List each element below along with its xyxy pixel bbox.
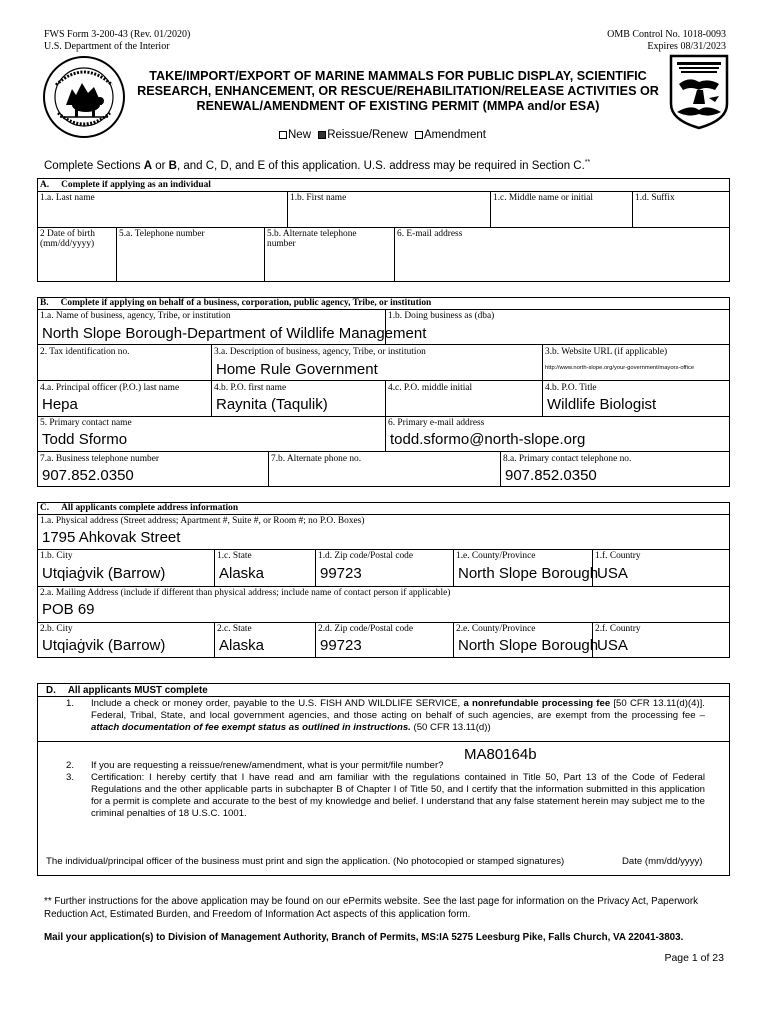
fee-text-bold-italic: attach documentation of fee exempt status as outlined in instructions.	[91, 722, 411, 733]
po-title-field[interactable]: Wildlife Biologist	[547, 396, 657, 413]
fee-text-a: Include a check or money order, payable to the U.S. FISH AND WILDLIFE SERVICE,	[91, 698, 464, 709]
new-label: New	[288, 129, 312, 141]
reissue-label: Reissue/Renew	[327, 129, 408, 141]
fee-text-c: (50 CFR 13.11(d))	[410, 722, 491, 733]
last-name-label: 1.a. Last name	[40, 193, 95, 203]
fish-and-wildlife-logo-icon	[669, 54, 729, 130]
section-a-divider	[37, 191, 730, 192]
permit-number-question: If you are requesting a reissue/renew/amendment, what is your permit/file number?	[91, 760, 444, 771]
section-a-title: Complete if applying as an individual	[61, 180, 211, 190]
section-a-col-divider-4	[116, 227, 117, 282]
mailing-address-field[interactable]: POB 69	[42, 601, 95, 618]
section-b-divider	[37, 309, 730, 310]
section-c-row1-divider	[37, 549, 730, 550]
section-d-letter: D.	[46, 685, 56, 696]
section-b-letter: B.	[40, 298, 49, 308]
signature-label: The individual/principal officer of the business must print and sign the application. (No photocopied or stamped signatures)	[46, 856, 565, 867]
section-b-col-divider-2	[211, 344, 212, 380]
form-number: FWS Form 3-200-43 (Rev. 01/2020)	[44, 29, 191, 40]
physical-address-field[interactable]: 1795 Ahkovak Street	[42, 529, 181, 546]
section-c-row2-divider	[37, 586, 730, 587]
new-checkbox[interactable]	[279, 129, 311, 141]
instructions-prefix: Complete Sections	[44, 159, 144, 172]
section-b-row4-divider	[37, 451, 730, 452]
section-c-col-divider-7	[453, 622, 454, 658]
country-label: 1.f. Country	[595, 551, 641, 561]
city-label: 1.b. City	[40, 551, 73, 561]
form-title-line-1: TAKE/IMPORT/EXPORT OF MARINE MAMMALS FOR PUBLIC DISPLAY, SCIENTIFIC	[149, 69, 647, 83]
section-b-col-divider-3	[542, 344, 543, 380]
contact-phone-field[interactable]: 907.852.0350	[505, 467, 597, 484]
suffix-label: 1.d. Suffix	[635, 193, 675, 203]
mailing-zip-field[interactable]: 99723	[320, 637, 362, 654]
mailing-city-field[interactable]: Utqiaġvik (Barrow)	[42, 637, 166, 654]
date-label: Date (mm/dd/yyyy)	[622, 856, 703, 867]
dob-format-label: (mm/dd/yyyy)	[40, 239, 95, 249]
section-d-title: All applicants MUST complete	[67, 685, 208, 696]
dob-label: 2 Date of birth	[40, 229, 95, 239]
po-first-name-label: 4.b. P.O. first name	[214, 383, 287, 393]
city-field[interactable]: Utqiaġvik (Barrow)	[42, 565, 166, 582]
zip-field[interactable]: 99723	[320, 565, 362, 582]
telephone-label: 5.a. Telephone number	[119, 229, 205, 239]
reissue-checkbox[interactable]	[318, 129, 408, 141]
section-b-col-divider-9	[500, 451, 501, 487]
mailing-instructions: Mail your application(s) to Division of Management Authority, Branch of Permits, MS:IA 5275 Leesburg Pike, Falls Church, VA 22041-3803.	[44, 932, 684, 943]
section-c-col-divider-2	[315, 549, 316, 586]
po-first-name-field[interactable]: Raynita (Taqulik)	[216, 396, 328, 413]
section-c-heading	[40, 503, 238, 514]
form-title-line-3: RENEWAL/AMENDMENT OF EXISTING PERMIT (MMPA and/or ESA)	[196, 99, 600, 113]
section-c-letter: C.	[40, 503, 50, 513]
mailing-county-label: 2.e. County/Province	[456, 624, 536, 634]
section-c-col-divider-3	[453, 549, 454, 586]
business-description-field[interactable]: Home Rule Government	[216, 361, 378, 378]
tax-id-label: 2. Tax identification no.	[40, 347, 130, 357]
application-type-row	[279, 129, 486, 142]
primary-contact-label: 5. Primary contact name	[40, 418, 132, 428]
mailing-state-field[interactable]: Alaska	[219, 637, 265, 654]
alt-telephone-label: 5.b. Alternate telephone	[267, 229, 357, 239]
fee-text-bold: a nonrefundable processing fee	[463, 698, 611, 709]
middle-name-label: 1.c. Middle name or initial	[493, 193, 593, 203]
new-checkbox-box[interactable]	[279, 131, 287, 139]
po-last-name-label: 4.a. Principal officer (P.O.) last name	[40, 383, 180, 393]
section-a-row-divider	[37, 227, 730, 228]
section-c-row3-divider	[37, 622, 730, 623]
section-d-item1-divider	[37, 741, 730, 742]
website-label: 3.b. Website URL (if applicable)	[545, 347, 668, 357]
section-b-heading	[40, 298, 431, 309]
section-b-col-divider-7	[385, 416, 386, 451]
instructions-line	[44, 156, 590, 173]
section-d-heading	[46, 685, 208, 696]
item-1-number: 1.	[66, 698, 75, 709]
section-b-col-divider-6	[542, 380, 543, 416]
first-name-label: 1.b. First name	[290, 193, 347, 203]
country-field[interactable]: USA	[597, 565, 628, 582]
section-d-divider	[37, 696, 730, 697]
primary-email-field[interactable]: todd.sformo@north-slope.org	[390, 431, 586, 448]
omb-control-number: OMB Control No. 1018-0093	[607, 29, 726, 40]
primary-contact-field[interactable]: Todd Sformo	[42, 431, 128, 448]
section-a-col-divider-2	[490, 191, 491, 227]
interior-seal-icon	[42, 55, 126, 139]
po-middle-initial-label: 4.c. P.O. middle initial	[388, 383, 473, 393]
amendment-checkbox[interactable]	[415, 129, 486, 141]
business-description-label: 3.a. Description of business, agency, Tribe, or institution	[214, 347, 426, 357]
county-field[interactable]: North Slope Borough	[458, 565, 599, 582]
state-label: 1.c. State	[217, 551, 252, 561]
business-name-label: 1.a. Name of business, agency, Tribe, or institution	[40, 311, 231, 321]
further-instructions-note: ** Further instructions for the above application may be found on our ePermits website. See the last page for information on the Privacy Act, Paperwork Reduction Act, Estimated Burden, and Freedom of Information Act aspects of this application form.	[44, 896, 699, 920]
item-2-number: 2.	[66, 760, 75, 771]
mailing-address-label: 2.a. Mailing Address (include if different than physical address; include name of contact person if applicable)	[40, 588, 451, 598]
section-a-col-divider-5	[264, 227, 265, 282]
dba-label: 1.b. Doing business as (dba)	[388, 311, 495, 321]
section-a-letter: A.	[40, 180, 50, 190]
physical-address-label: 1.a. Physical address (Street address; Apartment #, Suite #, or Room #; no P.O. Boxes)	[40, 516, 365, 526]
page-number: Page 1 of 23	[664, 952, 724, 964]
alt-phone-label: 7.b. Alternate phone no.	[271, 454, 362, 464]
email-label: 6. E-mail address	[397, 229, 463, 239]
section-b-col-divider-8	[268, 451, 269, 487]
mailing-city-label: 2.b. City	[40, 624, 73, 634]
certification-text: Certification: I hereby certify that I have read and am familiar with the regulations contained in Title 50, Part 13 of the Code of Federal Regulations and the other applicable parts in subchapter B of Chapter I of Title 50, and I certify that the information submitted in this application for a permit is complete and accurate to the best of my knowledge and belief. I understand that any false statement herein may subject me to the criminal penalties of 18 U.S.C. 1001.	[91, 772, 705, 819]
instructions-footnote-mark: **	[584, 159, 591, 166]
permit-number-field[interactable]: MA80164b	[464, 746, 537, 763]
section-a-heading	[40, 180, 211, 191]
instructions-section-a: A	[143, 159, 153, 172]
po-last-name-field[interactable]: Hepa	[42, 396, 78, 413]
amendment-label: Amendment	[423, 129, 486, 141]
reissue-checkbox-box[interactable]	[318, 131, 326, 139]
form-title-line-2: RESEARCH, ENHANCEMENT, OR RESCUE/REHABILITATION/RELEASE ACTIVITIES OR	[137, 84, 659, 98]
mailing-county-field[interactable]: North Slope Borough	[458, 637, 599, 654]
section-a-col-divider-6	[394, 227, 395, 282]
item-3-number: 3.	[66, 772, 75, 783]
section-c-col-divider-1	[214, 549, 215, 586]
state-field[interactable]: Alaska	[219, 565, 265, 582]
website-field[interactable]: http://www.north-slope.org/your-government/mayors-office	[545, 365, 695, 371]
instructions-suffix: , and C, D, and E of this application. U.S. address may be required in Section C.	[176, 159, 585, 172]
business-phone-label: 7.a. Business telephone number	[40, 454, 159, 464]
instructions-section-b: B	[168, 159, 177, 172]
primary-email-label: 6. Primary e-mail address	[388, 418, 485, 428]
fee-text-b: [50 CFR 13.11(d)(4)]. Federal, Tribal, State, and local government agencies, and those acting on behalf of such agencies, are exempt from the processing fee –	[91, 698, 705, 721]
section-b-col-divider-5	[385, 380, 386, 416]
section-b-row1-divider	[37, 344, 730, 345]
section-c-col-divider-6	[315, 622, 316, 658]
po-title-label: 4.b. P.O. Title	[545, 383, 597, 393]
instructions-or: or	[152, 159, 169, 172]
section-b-row2-divider	[37, 380, 730, 381]
mailing-country-field[interactable]: USA	[597, 637, 628, 654]
zip-label: 1.d. Zip code/Postal code	[318, 551, 414, 561]
section-a-col-divider-1	[287, 191, 288, 227]
section-a-col-divider-3	[632, 191, 633, 227]
section-c-divider	[37, 514, 730, 515]
section-b-row3-divider	[37, 416, 730, 417]
amendment-checkbox-box[interactable]	[415, 131, 423, 139]
omb-expiration: Expires 08/31/2023	[647, 41, 726, 52]
department-name: U.S. Department of the Interior	[44, 41, 170, 52]
business-name-field[interactable]: North Slope Borough-Department of Wildlife Management	[42, 325, 427, 342]
alt-telephone-label-2: number	[267, 239, 296, 249]
section-b-col-divider-4	[211, 380, 212, 416]
section-b-title: Complete if applying on behalf of a business, corporation, public agency, Tribe, or institution	[60, 298, 432, 308]
section-c-title: All applicants complete address information	[61, 503, 239, 513]
section-c-col-divider-5	[214, 622, 215, 658]
county-label: 1.e. County/Province	[456, 551, 536, 561]
business-phone-field[interactable]: 907.852.0350	[42, 467, 134, 484]
fee-instructions-text	[91, 698, 705, 734]
mailing-country-label: 2.f. Country	[595, 624, 641, 634]
contact-phone-label: 8.a. Primary contact telephone no.	[503, 454, 632, 464]
mailing-zip-label: 2.d. Zip code/Postal code	[318, 624, 414, 634]
mailing-state-label: 2.c. State	[217, 624, 252, 634]
